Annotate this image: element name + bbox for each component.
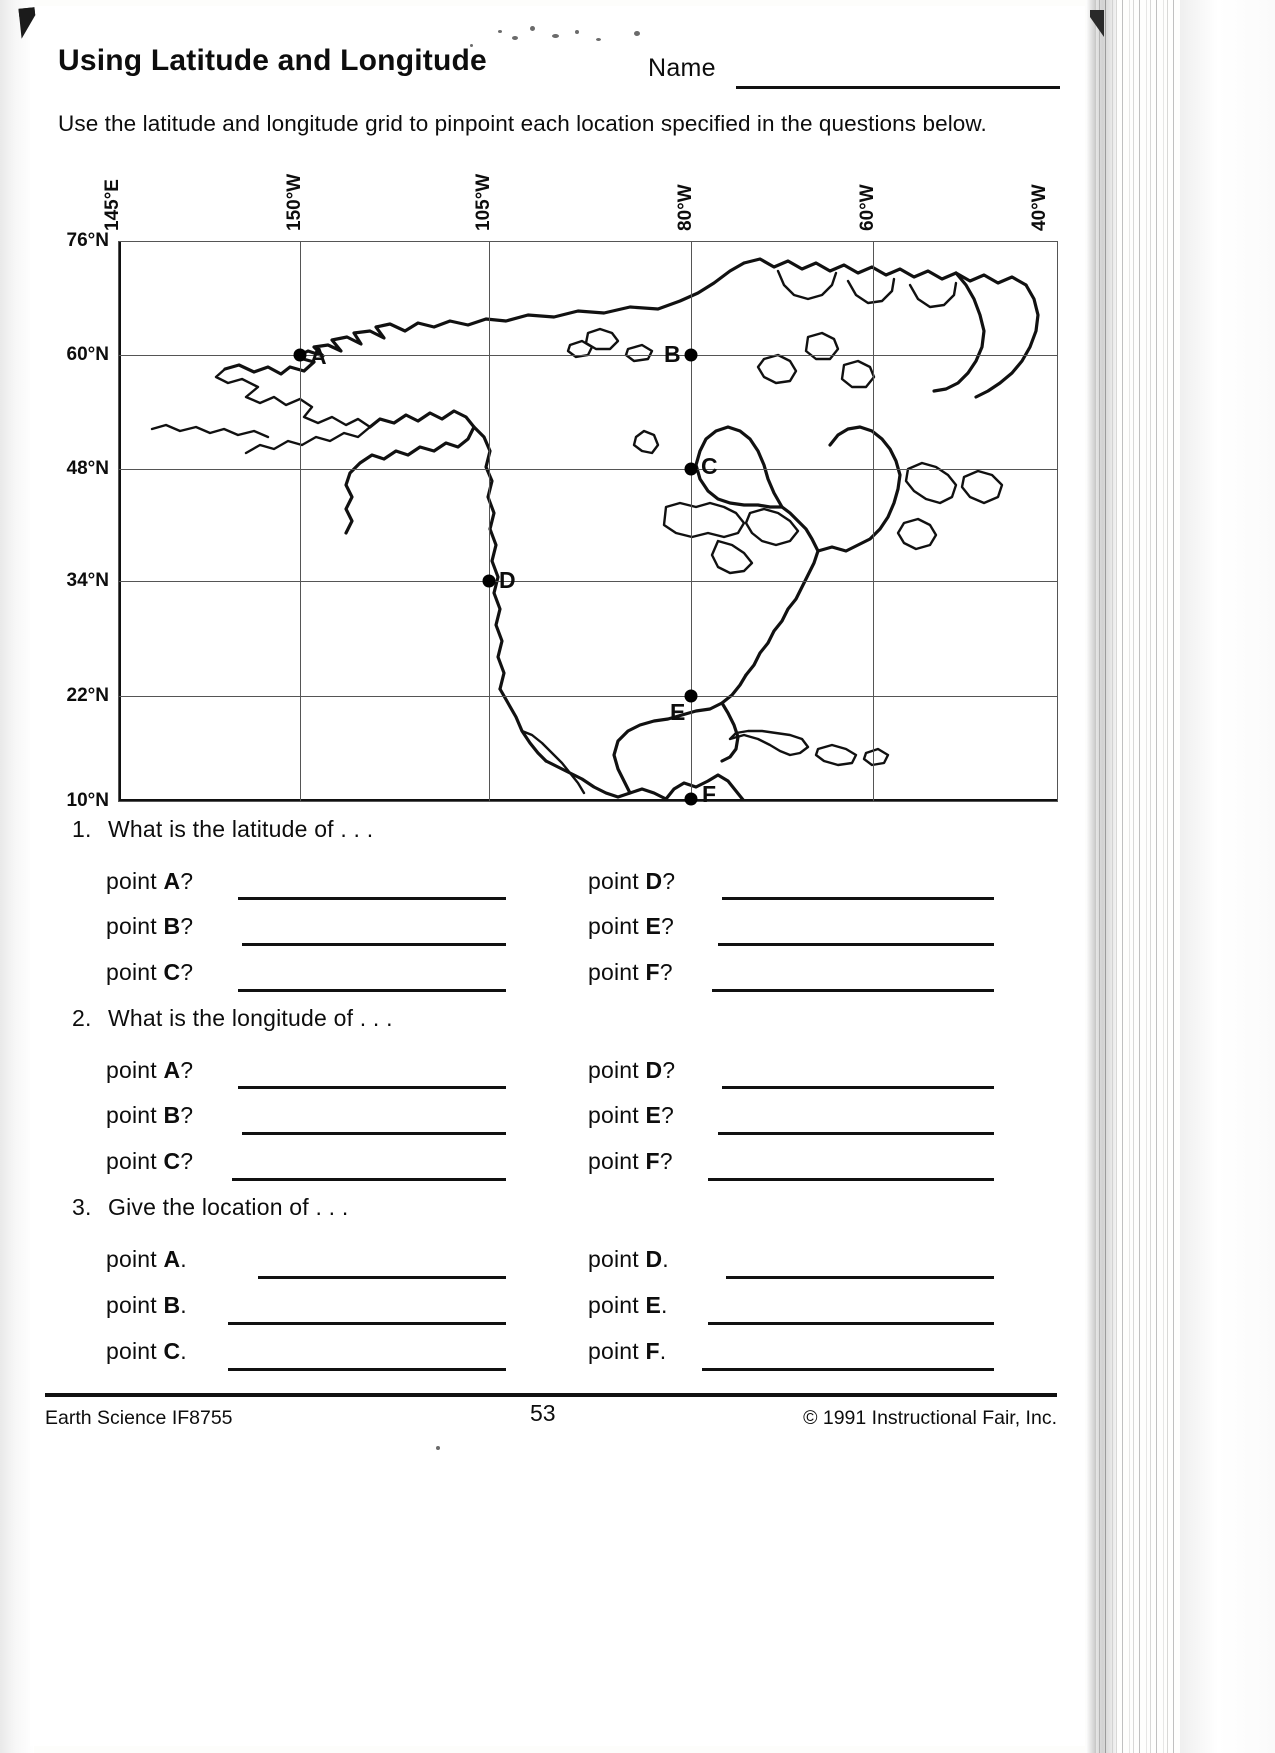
latitude-tick-label: 48°N [66, 458, 109, 479]
item-text: point F. [588, 1338, 667, 1364]
item-text: point E? [588, 1102, 675, 1128]
answer-blank-3c[interactable] [228, 1368, 506, 1371]
question-2-number: 2. [72, 1005, 92, 1031]
scan-corner-mark-left [18, 7, 37, 39]
question-2-left-item-b [106, 1102, 193, 1129]
question-3-left-item-a [106, 1246, 187, 1273]
answer-blank-2a[interactable] [238, 1086, 506, 1089]
map-point-f [685, 793, 698, 806]
answer-blank-3f[interactable] [702, 1368, 994, 1371]
latitude-tick-label: 76°N [66, 230, 109, 251]
footer-divider [45, 1393, 1057, 1397]
question-3-right-item-f [588, 1338, 666, 1365]
scan-speck [530, 26, 535, 31]
latitude-longitude-map [66, 173, 1058, 811]
north-america-coastline [118, 241, 1058, 802]
answer-blank-1c[interactable] [238, 989, 506, 992]
item-text: point C? [106, 959, 194, 985]
question-3-prompt: Give the location of . . . [108, 1194, 349, 1220]
question-1-prompt: What is the latitude of . . . [108, 816, 374, 842]
longitude-tick-label: 105°W [473, 173, 494, 231]
item-text: point D? [588, 868, 676, 894]
question-1-right-item-e [588, 913, 674, 940]
scan-speck [552, 34, 559, 38]
name-field-rule[interactable] [736, 86, 1060, 89]
item-text: point C. [106, 1338, 187, 1364]
answer-blank-2c[interactable] [232, 1178, 506, 1181]
answer-blank-2d[interactable] [722, 1086, 994, 1089]
map-point-e [685, 690, 698, 703]
scan-corner-mark-right [1090, 10, 1104, 37]
instructions-text: Use the latitude and longitude grid to pinpoint each location specified in the questions below. [58, 111, 987, 136]
latitude-tick-label: 60°N [66, 344, 109, 365]
map-point-d-label: D [499, 567, 516, 593]
grid-line-latitude [118, 469, 1058, 470]
page-right-margin [1180, 0, 1275, 1753]
question-3-left-item-c [106, 1338, 187, 1365]
scan-speck [575, 30, 579, 34]
longitude-tick-label: 40°W [1029, 184, 1050, 231]
grid-line-latitude [118, 801, 1058, 802]
latitude-tick-label: 34°N [66, 570, 109, 591]
map-point-b [685, 349, 698, 362]
page-title: Using Latitude and Longitude [58, 44, 487, 77]
answer-blank-2b[interactable] [242, 1132, 506, 1135]
grid-line-latitude [118, 696, 1058, 697]
answer-blank-3b[interactable] [228, 1322, 506, 1325]
question-2-left-item-a [106, 1057, 193, 1084]
footer-book-code: Earth Science IF8755 [45, 1407, 233, 1429]
latitude-tick-label: 22°N [66, 685, 109, 706]
question-1-right-item-f [588, 959, 673, 986]
item-text: point B? [106, 913, 194, 939]
question-1-left-item-a [106, 868, 193, 895]
answer-blank-1e[interactable] [718, 943, 994, 946]
scan-speck [634, 31, 640, 36]
item-text: point E? [588, 913, 675, 939]
question-2-right-item-f [588, 1148, 673, 1175]
map-point-c [685, 463, 698, 476]
item-text: point D? [588, 1057, 676, 1083]
question-3-left-item-b [106, 1292, 187, 1319]
map-point-b-label: B [664, 341, 681, 367]
longitude-tick-label: 150°W [284, 173, 305, 231]
grid-line-longitude [691, 241, 692, 802]
item-text: point B? [106, 1102, 194, 1128]
item-text: point D. [588, 1246, 669, 1272]
grid-line-longitude [300, 241, 301, 802]
item-text: point A. [106, 1246, 187, 1272]
longitude-tick-label: 145°E [102, 179, 123, 231]
answer-blank-1a[interactable] [238, 897, 506, 900]
grid-line-longitude [118, 241, 119, 802]
map-point-a [294, 349, 307, 362]
question-2-right-item-d [588, 1057, 675, 1084]
footer-page-number: 53 [530, 1400, 556, 1426]
item-text: point E. [588, 1292, 668, 1318]
answer-blank-2f[interactable] [708, 1178, 994, 1181]
grid-line-latitude [118, 581, 1058, 582]
map-point-c-label: C [701, 453, 718, 479]
item-text: point A? [106, 868, 194, 894]
grid-line-longitude [489, 241, 490, 802]
scan-speck [498, 30, 502, 33]
map-point-f-label: F [702, 781, 717, 807]
page-left-edge-shadow [0, 0, 34, 1753]
grid-line-longitude [1057, 241, 1058, 802]
answer-blank-3a[interactable] [258, 1276, 506, 1279]
question-3-right-item-d [588, 1246, 669, 1273]
answer-blank-1f[interactable] [712, 989, 994, 992]
answer-blank-3d[interactable] [726, 1276, 994, 1279]
item-text: point C? [106, 1148, 194, 1174]
map-point-e-label: E [670, 699, 686, 725]
item-text: point A? [106, 1057, 194, 1083]
name-field-label: Name [648, 54, 716, 82]
longitude-tick-label: 60°W [857, 184, 878, 231]
answer-blank-1d[interactable] [722, 897, 994, 900]
question-3-right-item-e [588, 1292, 668, 1319]
map-point-a-label: A [310, 343, 327, 369]
question-2-left-item-c [106, 1148, 193, 1175]
scan-speck [436, 1446, 440, 1450]
answer-blank-2e[interactable] [718, 1132, 994, 1135]
latitude-tick-label: 10°N [66, 790, 109, 811]
longitude-tick-label: 80°W [675, 184, 696, 231]
question-3-number: 3. [72, 1194, 92, 1220]
question-2-right-item-e [588, 1102, 674, 1129]
grid-line-latitude [118, 355, 1058, 356]
question-1-number: 1. [72, 816, 92, 842]
question-2-prompt: What is the longitude of . . . [108, 1005, 393, 1031]
map-point-d [483, 575, 496, 588]
footer-copyright: © 1991 Instructional Fair, Inc. [803, 1407, 1057, 1429]
grid-line-latitude [118, 241, 1058, 242]
question-1-right-item-d [588, 868, 675, 895]
question-1-left-item-b [106, 913, 193, 940]
scan-speck [512, 36, 518, 40]
item-text: point F? [588, 959, 673, 985]
scan-speck [596, 38, 601, 41]
question-1-left-item-c [106, 959, 193, 986]
item-text: point B. [106, 1292, 187, 1318]
grid-line-longitude [873, 241, 874, 802]
item-text: point F? [588, 1148, 673, 1174]
answer-blank-3e[interactable] [708, 1322, 994, 1325]
answer-blank-1b[interactable] [242, 943, 506, 946]
